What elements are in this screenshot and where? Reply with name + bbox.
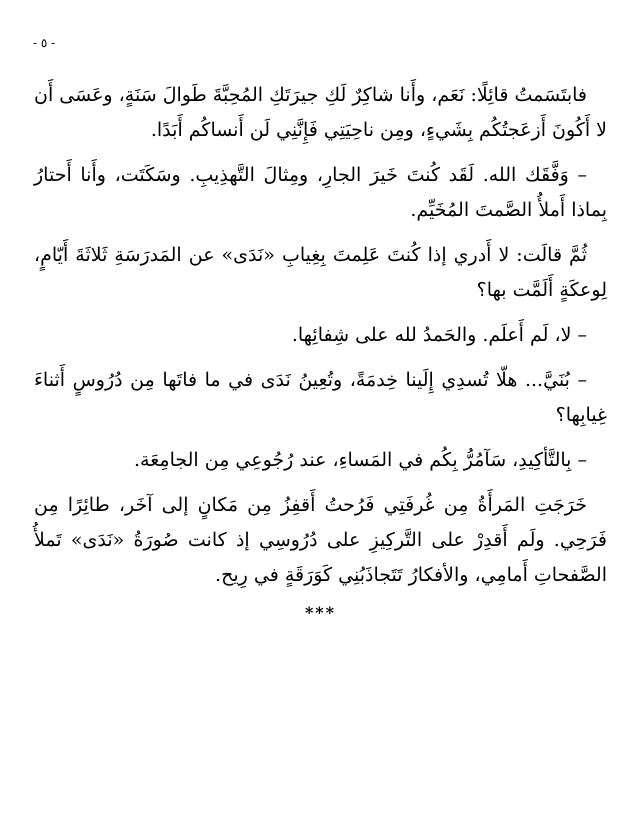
paragraph: – بُنَيَّ... هلّا تُسدِي إِلَينا خِدمَةً، وتُعِينُ نَدَى في ما فاتَها مِن دُرُوسٍ أَثناءَ غِيابِها؟	[34, 369, 607, 426]
section-separator: ***	[304, 603, 337, 622]
paragraph: – لا، لَم أَعلَم. والحَمدُ لله على شِفائِها.	[291, 324, 587, 346]
paragraph: ثُمَّ قالَت: لا أَدري إذا كُنتَ عَلِمتَ بِغِيابِ «نَدَى» عن المَدرَسَةِ ثَلاثَةَ أَيّامٍ، لِوعكَةٍ أَلَمَّت بها؟	[34, 244, 607, 301]
paragraph: خَرَجَتِ المَرأَةُ مِن غُرفَتِي فَرُحتُ أَقفِزُ مِن مَكانٍ إلى آخَر، طائِرًا مِن فَرَحِي. ولَم أَقدِرْ على التَّركِيزِ على دُرُوسِي إذ كانت صُورَةُ «نَدَى» تَملأُ الصَّفحاتِ أَمامِي، والأفكارُ تَتَجاذَبُنِي كَوَرَقَةٍ في رِيح.	[34, 494, 607, 586]
paragraph: – وَفَّقَك الله. لَقَد كُنتَ خَيرَ الجارِ، ومِثالَ التَّهذِيبِ. وسَكَتَت، وأَنا أَحتارُ بِماذا أَملأُ الصَّمتَ المُخَيِّم.	[34, 164, 607, 221]
page-number: - ٥ -	[33, 36, 56, 50]
paragraph: فابتَسَمتُ قائِلًا: نَعَم، وأَنا شاكِرٌ لَكِ جيرَتَكِ المُحِبَّةَ طَوالَ سَنَةٍ، وعَسَى أَن لا أَكُونَ أَزعَجتُكُم بِشَيءٍ، ومِن ناحِيَتِي فَإِنَّنِي لَن أَنساكُم أَبَدًا.	[34, 84, 607, 141]
body-text	[34, 78, 607, 630]
paragraph: – بِالتَّأكِيدِ، سَآمُرُّ بِكُم في المَساءِ، عند رُجُوعِي مِن الجامِعَة.	[134, 449, 587, 471]
